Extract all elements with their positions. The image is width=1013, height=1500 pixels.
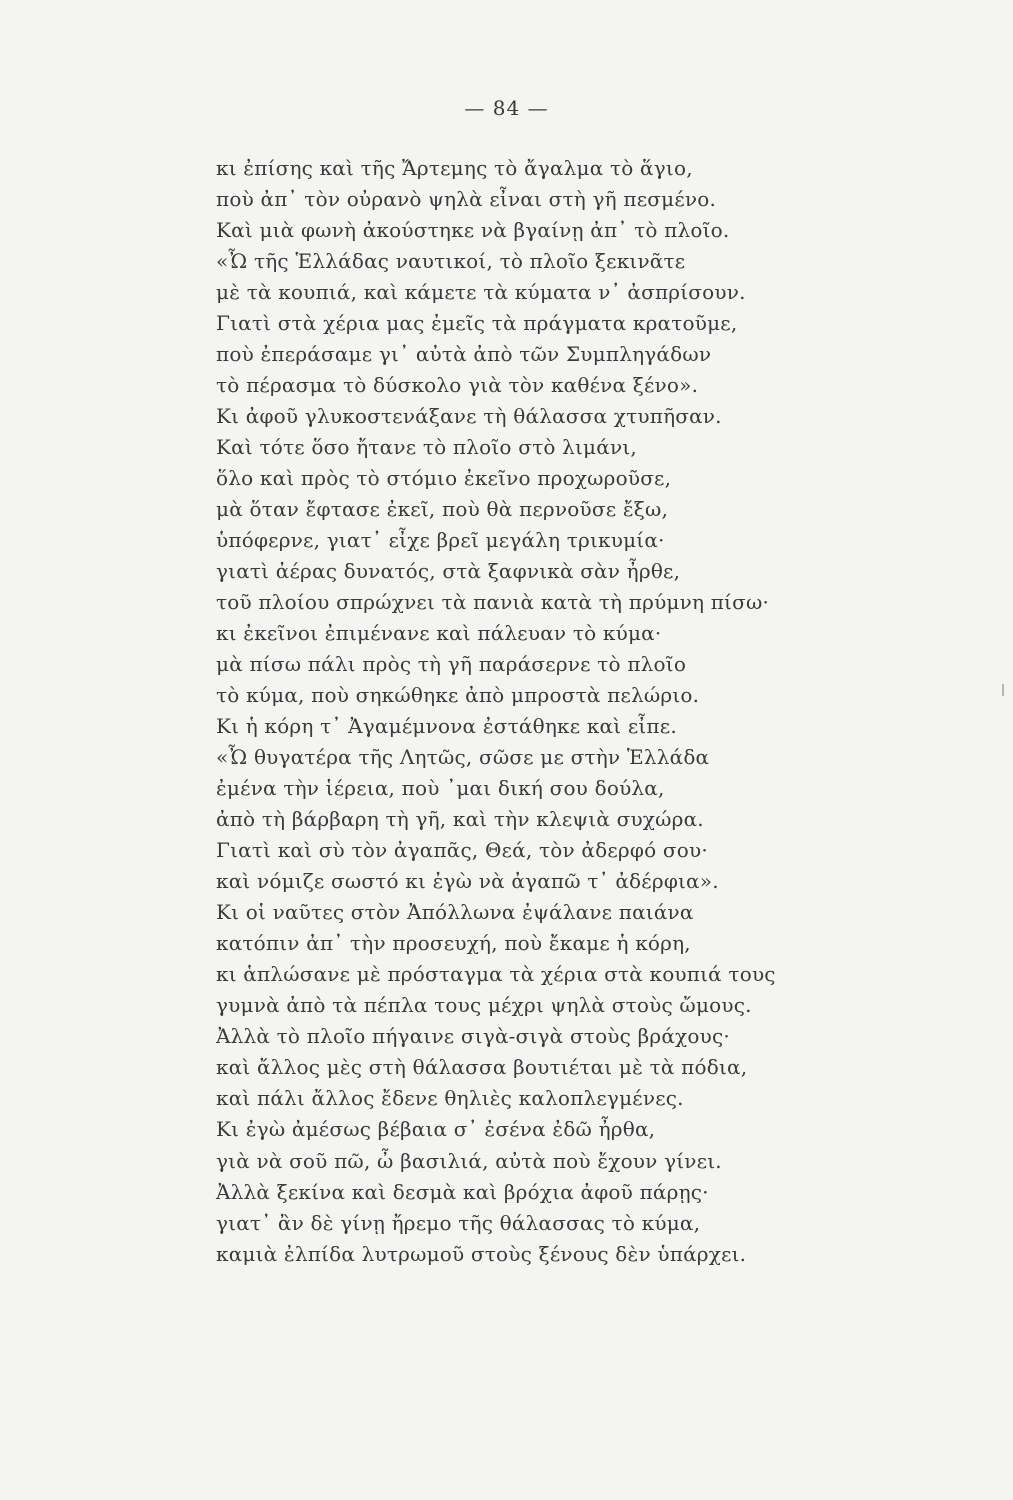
page-number: — 84 — — [464, 96, 549, 120]
verse-line: Καὶ τότε ὅσο ἤτανε τὸ πλοῖο στὸ λιμάνι, — [216, 435, 637, 460]
verse-line: «Ὦ θυγατέρα τῆς Λητῶς, σῶσε με στὴν Ἑλλάδα — [216, 745, 710, 770]
verse-line: κατόπιν ἀπ᾽ τὴν προσευχή, ποὺ ἔκαμε ἡ κόρη, — [216, 931, 691, 956]
verse-line: Ἀλλὰ τὸ πλοῖο πήγαινε σιγὰ-σιγὰ στοὺς βράχους· — [216, 1024, 730, 1049]
verse-line: ὑπόφερνε, γιατ᾽ εἶχε βρεῖ μεγάλη τρικυμία· — [216, 528, 665, 553]
verse-line: κι ἐπίσης καὶ τῆς Ἄρτεμης τὸ ἄγαλμα τὸ ἅγιο, — [216, 156, 693, 180]
verse-line: Κι ἡ κόρη τ᾽ Ἀγαμέμνονα ἐστάθηκε καὶ εἶπε. — [216, 714, 677, 739]
verse-line: γυμνὰ ἀπὸ τὰ πέπλα τους μέχρι ψηλὰ στοὺς ὤμους. — [216, 993, 752, 1018]
verse-line: γιατ᾽ ἂν δὲ γίνῃ ἤρεμο τῆς θάλασσας τὸ κύμα, — [216, 1210, 701, 1235]
verse-line: ποὺ ἀπ᾽ τὸν οὐρανὸ ψηλὰ εἶναι στὴ γῆ πεσμένο. — [216, 187, 717, 212]
verse-line: Κι οἱ ναῦτες στὸν Ἀπόλλωνα ἐψάλανε παιάνα — [216, 900, 694, 925]
verse-line: ποὺ ἐπεράσαμε γι᾽ αὐτὰ ἀπὸ τῶν Συμπληγάδων — [216, 342, 712, 367]
scan-margin-mark — [1002, 684, 1004, 696]
verse-line: Ἀλλὰ ξεκίνα καὶ δεσμὰ καὶ βρόχια ἀφοῦ πάρῃς· — [216, 1179, 709, 1204]
verse-line: κι ἁπλώσανε μὲ πρόσταγμα τὰ χέρια στὰ κουπιά τους — [216, 962, 776, 987]
verse-line: Γιατὶ στὰ χέρια μας ἐμεῖς τὰ πράγματα κρατοῦμε, — [216, 311, 738, 336]
verse-line: ἀπὸ τὴ βάρβαρη τὴ γῆ, καὶ τὴν κλεψιὰ συχώρα. — [216, 807, 704, 832]
verse-line: Καὶ μιὰ φωνὴ ἀκούστηκε νὰ βγαίνῃ ἀπ᾽ τὸ πλοῖο. — [216, 218, 730, 243]
verse-line: τοῦ πλοίου σπρώχνει τὰ πανιὰ κατὰ τὴ πρύμνη πίσω· — [216, 590, 770, 615]
verse-line: ἐμένα τὴν ἱέρεια, ποὺ ᾽μαι δική σου δούλα, — [216, 776, 665, 801]
verse-line: μὰ ὅταν ἔφτασε ἐκεῖ, ποὺ θὰ περνοῦσε ἔξω, — [216, 497, 669, 522]
verse-line: καμιὰ ἐλπίδα λυτρωμοῦ στοὺς ξένους δὲν ὑπάρχει. — [216, 1241, 747, 1266]
verse-line: τὸ κύμα, ποὺ σηκώθηκε ἀπὸ μπροστὰ πελώριο. — [216, 683, 700, 708]
verse-line: μὲ τὰ κουπιά, καὶ κάμετε τὰ κύματα ν᾽ ἀσπρίσουν. — [216, 280, 746, 305]
verse-line: γιὰ νὰ σοῦ πῶ, ὦ βασιλιά, αὐτὰ ποὺ ἔχουν γίνει. — [216, 1148, 722, 1173]
verse-text — [216, 153, 806, 1270]
verse-line: μὰ πίσω πάλι πρὸς τὴ γῆ παράσερνε τὸ πλοῖο — [216, 652, 687, 677]
verse-line: Γιατὶ καὶ σὺ τὸν ἀγαπᾶς, Θεά, τὸν ἀδερφό σου· — [216, 838, 708, 863]
verse-line: καὶ πάλι ἄλλος ἔδενε θηλιὲς καλοπλεγμένες. — [216, 1086, 684, 1111]
verse-line: Κι ἐγὼ ἀμέσως βέβαια σ᾽ ἐσένα ἐδῶ ἦρθα, — [216, 1117, 656, 1142]
verse-line: «Ὦ τῆς Ἑλλάδας ναυτικοί, τὸ πλοῖο ξεκινᾶτε — [216, 249, 686, 274]
verse-line: καὶ νόμιζε σωστό κι ἐγὼ νὰ ἀγαπῶ τ᾽ ἀδέρφια». — [216, 869, 719, 894]
verse-line: γιατὶ ἀέρας δυνατός, στὰ ξαφνικὰ σὰν ἦρθε, — [216, 559, 681, 584]
verse-line: καὶ ἄλλος μὲς στὴ θάλασσα βουτιέται μὲ τὰ πόδια, — [216, 1055, 748, 1080]
verse-line: ὅλο καὶ πρὸς τὸ στόμιο ἐκεῖνο προχωροῦσε, — [216, 466, 672, 491]
verse-line: Κι ἀφοῦ γλυκοστενάξανε τὴ θάλασσα χτυπῆσαν. — [216, 404, 722, 429]
verse-line: τὸ πέρασμα τὸ δύσκολο γιὰ τὸν καθένα ξένο». — [216, 373, 699, 398]
verse-line: κι ἐκεῖνοι ἐπιμένανε καὶ πάλευαν τὸ κύμα· — [216, 621, 662, 646]
